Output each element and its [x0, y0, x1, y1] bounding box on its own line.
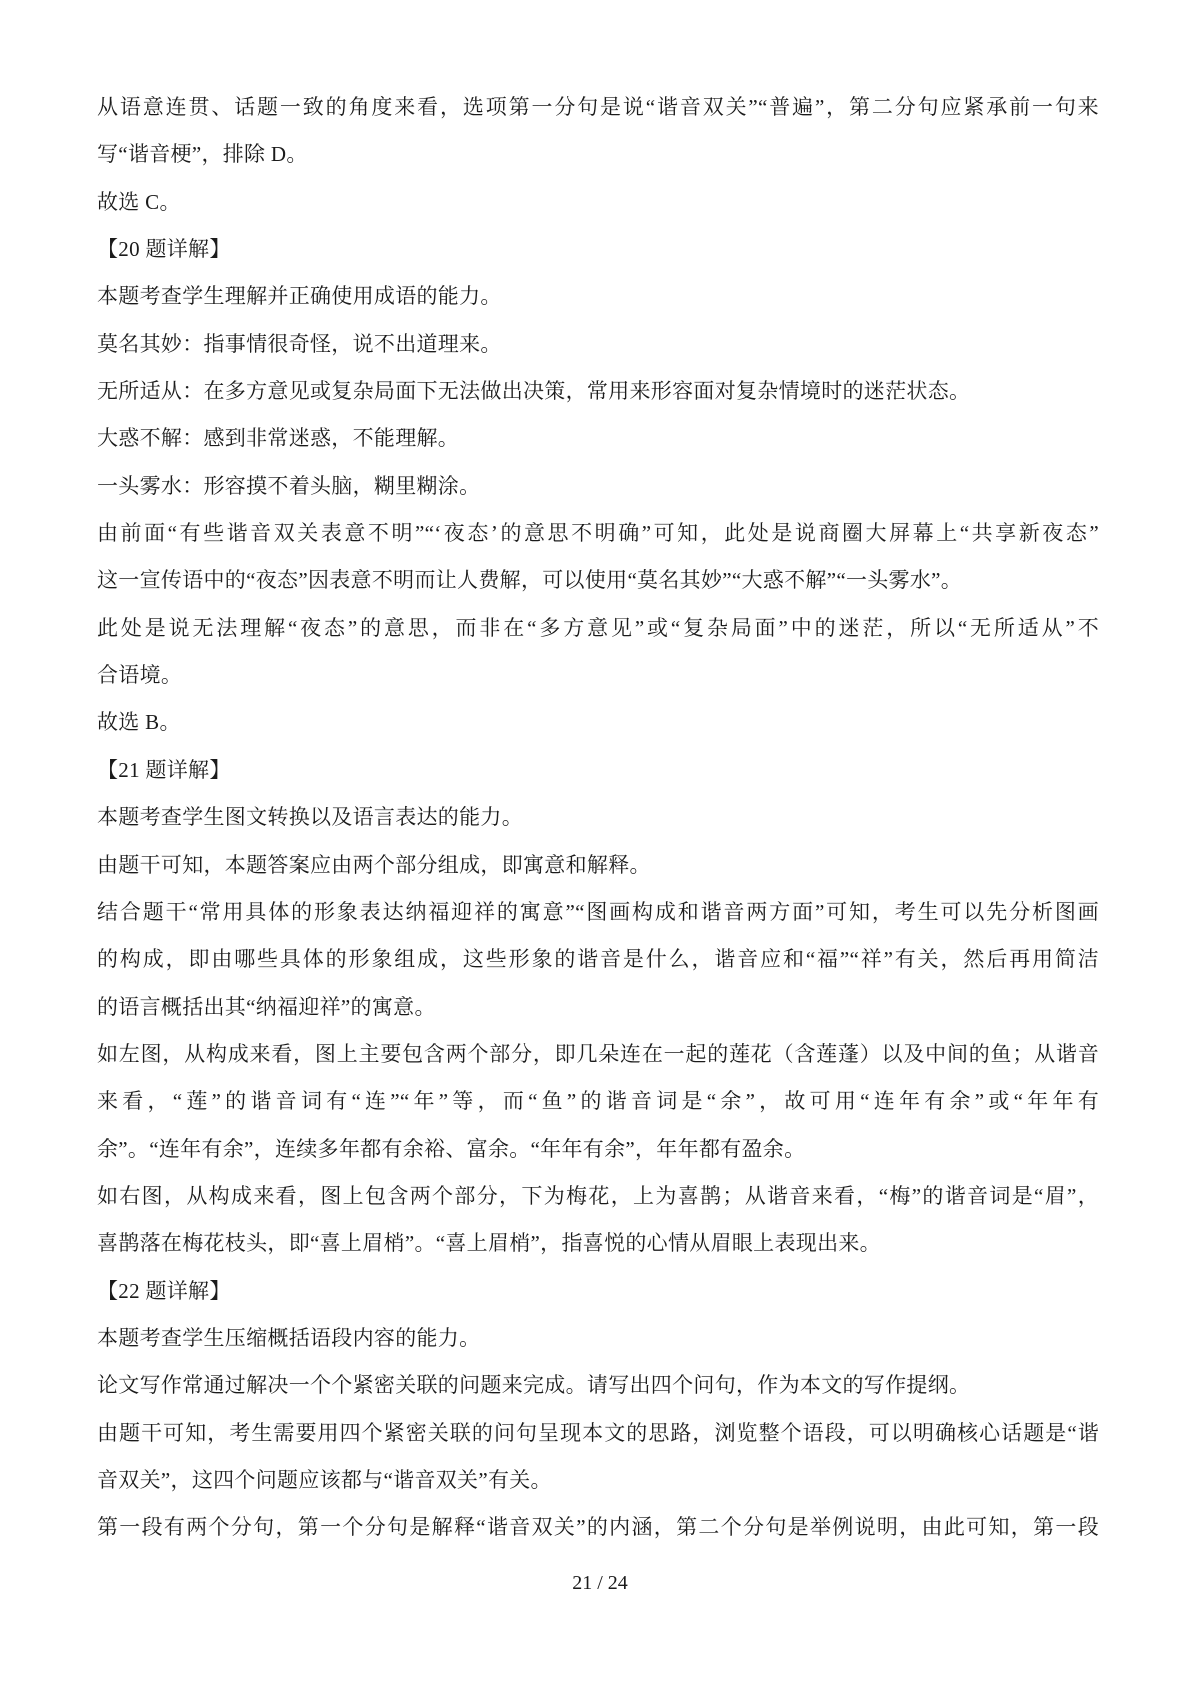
explanation-line: 论文写作常通过解决一个个紧密关联的问题来完成。请写出四个问句，作为本文的写作提纲。: [97, 1373, 971, 1398]
idiom-definition-line: 无所适从：在多方意见或复杂局面下无法做出决策，常用来形容面对复杂情境时的迷茫状态。: [97, 379, 971, 404]
explanation-line: 本题考查学生压缩概括语段内容的能力。: [97, 1325, 481, 1350]
explanation-line: 的构成，即由哪些具体的形象组成，这些形象的谐音是什么，谐音应和“福”“祥”有关，然后再用简洁: [97, 947, 1099, 972]
idiom-definition-line: 大惑不解：感到非常迷惑，不能理解。: [97, 426, 460, 451]
explanation-line: 音双关”，这四个问题应该都与“谐音双关”有关。: [97, 1467, 552, 1492]
explanation-line: 从语意连贯、话题一致的角度来看，选项第一分句是说“谐音双关”“普遍”，第二分句应紧承前一句来: [97, 95, 1099, 119]
explanation-line: 如左图，从构成来看，图上主要包含两个部分，即几朵连在一起的莲花（含莲蓬）以及中间的鱼；从谐音: [97, 1041, 1099, 1066]
answer-explanation-body: [97, 84, 1099, 1552]
answer-line-q19: 故选 C。: [97, 189, 181, 214]
explanation-line: 由题干可知，本题答案应由两个部分组成，即寓意和解释。: [97, 852, 651, 877]
page-number: 21 / 24: [572, 1572, 628, 1594]
explanation-line: 本题考查学生图文转换以及语言表达的能力。: [97, 805, 523, 830]
explanation-line: 写“谐音梗”，排除 D。: [97, 142, 308, 167]
detail-heading-q22: 【22 题详解】: [97, 1278, 231, 1303]
explanation-line: 此处是说无法理解“夜态”的意思，而非在“多方意见”或“复杂局面”中的迷茫，所以“无所适从”不: [97, 615, 1099, 640]
explanation-line: 结合题干“常用具体的形象表达纳福迎祥的寓意”“图画构成和谐音两方面”可知，考生可以先分析图画: [97, 899, 1099, 924]
explanation-line: 由题干可知，考生需要用四个紧密关联的问句呈现本文的思路，浏览整个语段，可以明确核心话题是“谐: [97, 1420, 1099, 1445]
explanation-line: 本题考查学生理解并正确使用成语的能力。: [97, 284, 502, 309]
explanation-line: 这一宣传语中的“夜态”因表意不明而让人费解，可以使用“莫名其妙”“大惑不解”“一头雾水”。: [97, 568, 963, 593]
idiom-definition-line: 一头雾水：形容摸不着头脑，糊里糊涂。: [97, 473, 481, 498]
explanation-line: 由前面“有些谐音双关表意不明”“‘夜态’的意思不明确”可知，此处是说商圈大屏幕上“共享新夜态”: [97, 521, 1099, 546]
explanation-line: 喜鹊落在梅花枝头，即“喜上眉梢”。“喜上眉梢”，指喜悦的心情从眉眼上表现出来。: [97, 1231, 881, 1256]
explanation-line: 如右图，从构成来看，图上包含两个部分，下为梅花，上为喜鹊；从谐音来看，“梅”的谐音词是“眉”，: [97, 1183, 1099, 1208]
answer-line-q20: 故选 B。: [97, 710, 181, 735]
detail-heading-q21: 【21 题详解】: [97, 757, 231, 782]
explanation-line: 来看，“莲”的谐音词有“连”“年”等，而“鱼”的谐音词是“余”，故可用“连年有余”或“年年有: [97, 1089, 1099, 1114]
explanation-line: 的语言概括出其“纳福迎祥”的寓意。: [97, 994, 436, 1019]
idiom-definition-line: 莫名其妙：指事情很奇怪，说不出道理来。: [97, 331, 502, 356]
explanation-line: 余”。“连年有余”，连续多年都有余裕、富余。“年年有余”，年年都有盈余。: [97, 1136, 806, 1161]
explanation-line: 合语境。: [97, 663, 183, 688]
detail-heading-q20: 【20 题详解】: [97, 237, 231, 262]
explanation-line: 第一段有两个分句，第一个分句是解释“谐音双关”的内涵，第二个分句是举例说明，由此可知，第一段: [97, 1515, 1099, 1540]
